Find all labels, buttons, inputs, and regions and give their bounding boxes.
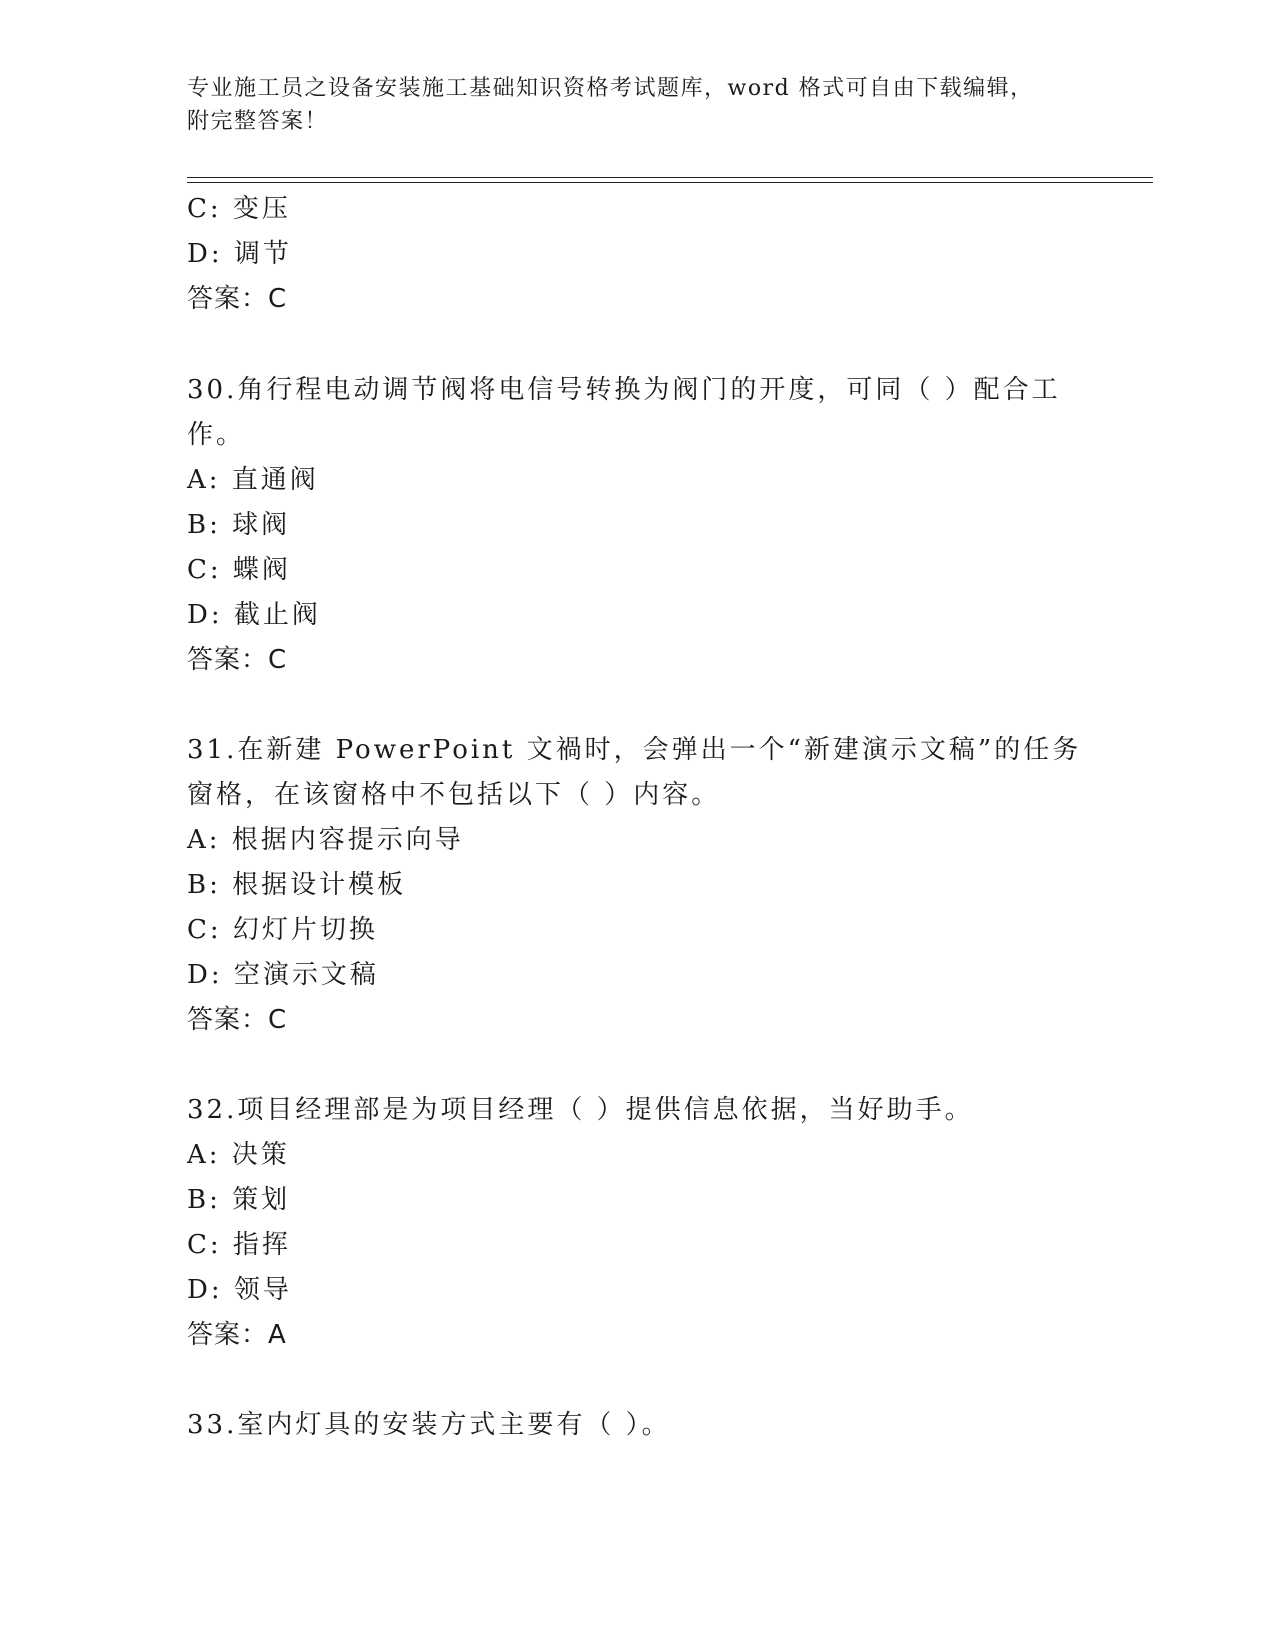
header-divider-top [187, 177, 1153, 178]
option-d: D: 调节 [187, 239, 292, 269]
question-32-option-b: B: 策划 [187, 1185, 291, 1215]
header-line-1: 专业施工员之设备安装施工基础知识资格考试题库，word 格式可自由下载编辑， [187, 76, 1034, 101]
question-30-answer: 答案：C [187, 645, 288, 675]
document-header [187, 72, 1067, 138]
question-32-option-a: A: 决策 [187, 1140, 290, 1170]
question-30-option-d: D: 截止阀 [187, 600, 321, 630]
header-line-2: 附完整答案！ [187, 109, 329, 134]
question-33-text: 33.室内灯具的安装方式主要有（ ）。 [187, 1410, 671, 1440]
question-31-option-a: A: 根据内容提示向导 [187, 825, 464, 855]
header-divider-bottom [187, 182, 1153, 183]
question-30-option-c: C: 蝶阀 [187, 555, 291, 585]
question-32-answer: 答案：A [187, 1320, 287, 1350]
question-30-text-line-2: 作。 [187, 420, 246, 450]
question-31-option-d: D: 空演示文稿 [187, 960, 379, 990]
question-30-text-line-1: 30.角行程电动调节阀将电信号转换为阀门的开度，可同（ ）配合工 [187, 375, 1061, 405]
question-32-text: 32.项目经理部是为项目经理（ ）提供信息依据，当好助手。 [187, 1095, 974, 1125]
question-31-answer: 答案：C [187, 1005, 288, 1035]
answer-line: 答案：C [187, 284, 288, 314]
question-31-text-line-1: 31.在新建 PowerPoint 文禍时，会弹出一个“新建演示文稿”的任务 [187, 735, 1082, 765]
question-31-option-b: B: 根据设计模板 [187, 870, 407, 900]
option-c: C: 变压 [187, 194, 291, 224]
question-32-option-c: C: 指挥 [187, 1230, 291, 1260]
question-31-option-c: C: 幻灯片切换 [187, 915, 378, 945]
question-32-option-d: D: 领导 [187, 1275, 292, 1305]
question-30-option-a: A: 直通阀 [187, 465, 319, 495]
question-31-text-line-2: 窗格，在该窗格中不包括以下（ ）内容。 [187, 780, 721, 810]
question-30-option-b: B: 球阀 [187, 510, 291, 540]
